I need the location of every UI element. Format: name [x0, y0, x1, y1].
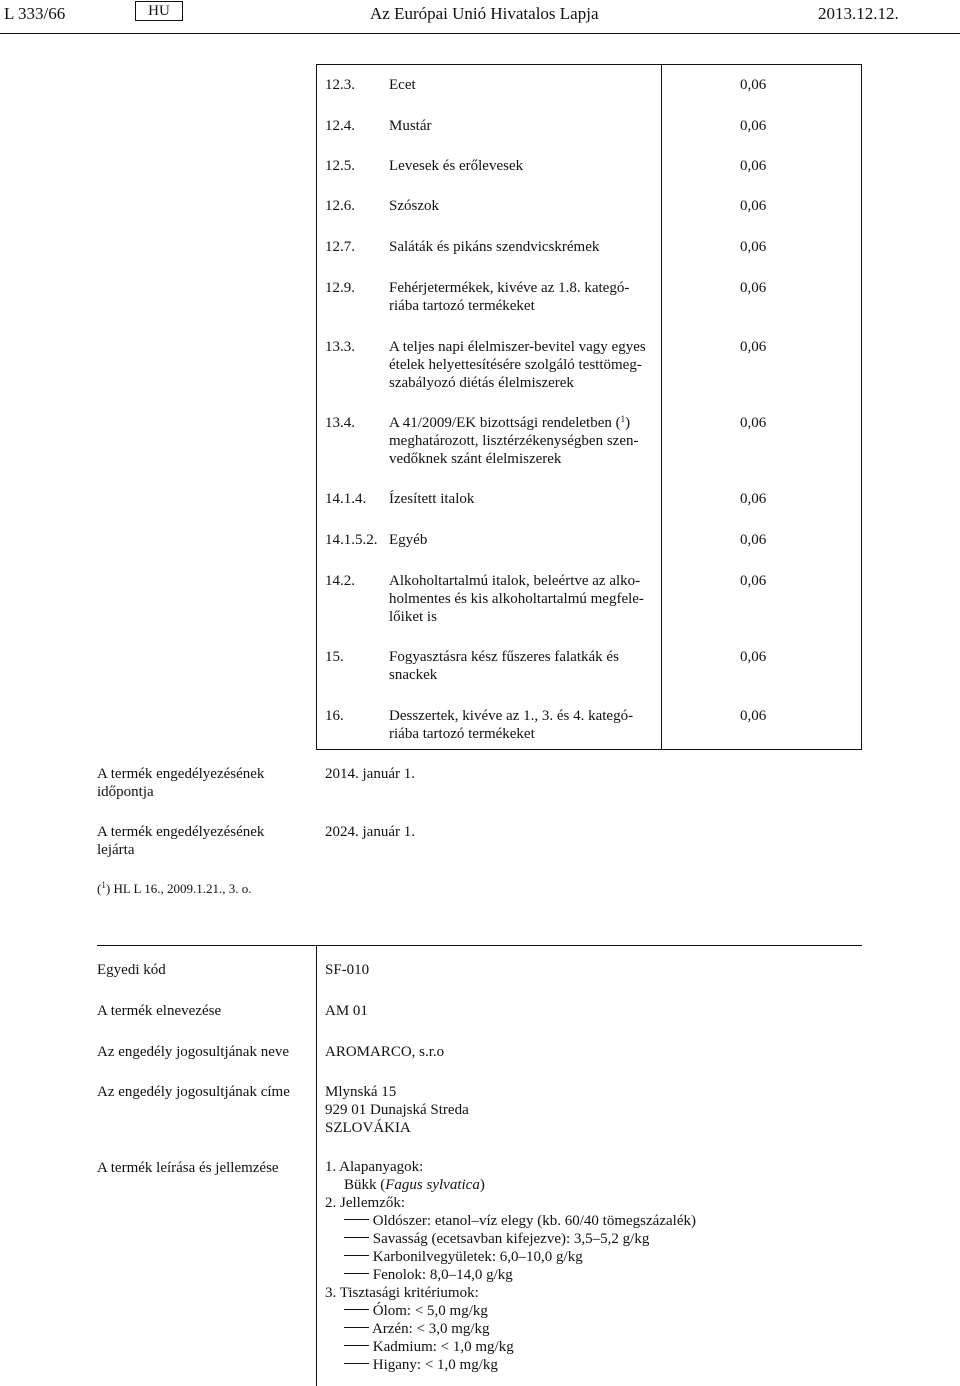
category-value: 0,06	[740, 415, 767, 431]
wood-suffix: )	[479, 1177, 485, 1193]
category-code: 13.4.	[325, 415, 355, 431]
purity-criteria-heading: 3. Tisztasági kritériumok:	[325, 1285, 479, 1301]
category-code: 13.3.	[325, 339, 355, 355]
expiry-date-label-line: lejárta	[97, 842, 135, 858]
category-name-line: Fehérjetermékek, kivéve az 1.8. kategó-	[389, 280, 630, 296]
entry-separator-rule	[97, 945, 862, 946]
category-value: 0,06	[740, 491, 767, 507]
expiry-date-value: 2024. január 1.	[325, 824, 415, 840]
page-header	[0, 0, 960, 34]
table-border-right	[861, 64, 862, 750]
category-code: 14.2.	[325, 573, 355, 589]
category-name-line: lőiket is	[389, 609, 437, 625]
purity-text: Kadmium: < 1,0 mg/kg	[372, 1339, 514, 1355]
product-name-label: A termék elnevezése	[97, 1003, 222, 1019]
characteristic-item	[325, 1248, 845, 1266]
purity-item	[325, 1320, 845, 1338]
category-value: 0,06	[740, 573, 767, 589]
category-name-line: Alkoholtartalmú italok, beleértve az alko-	[389, 573, 641, 589]
category-name-line: holmentes és kis alkoholtartalmú megfele-	[389, 591, 644, 607]
authorisation-date-label-line: időpontja	[97, 784, 154, 800]
characteristic-item	[325, 1212, 845, 1230]
category-name-line: ételek helyettesítésére szolgáló testtömeg-	[389, 357, 642, 373]
purity-item	[325, 1356, 845, 1374]
category-name: Ízesített italok	[389, 491, 475, 507]
characteristic-item	[325, 1266, 845, 1284]
category-code: 16.	[325, 708, 344, 724]
category-code: 14.1.5.2.	[325, 532, 378, 548]
authorisation-date-value: 2014. január 1.	[325, 766, 415, 782]
category-name: Mustár	[389, 118, 432, 134]
footnote-mark: 1	[101, 880, 106, 890]
authorisation-date-label-line: A termék engedélyezésének	[97, 766, 265, 782]
category-name-line: riába tartozó termékeket	[389, 726, 535, 742]
purity-text: Ólom: < 5,0 mg/kg	[372, 1303, 488, 1319]
category-name-line: A teljes napi élelmiszer-bevitel vagy egyes	[389, 339, 646, 355]
dash-bullet	[344, 1309, 369, 1310]
raw-materials-heading: 1. Alapanyagok:	[325, 1159, 424, 1175]
footnote-reference: 1	[620, 414, 626, 424]
category-value: 0,06	[740, 532, 767, 548]
unique-code-value: SF-010	[325, 962, 370, 978]
category-code: 15.	[325, 649, 344, 665]
language-code-box: HU	[135, 1, 183, 21]
characteristic-item	[325, 1230, 845, 1248]
holder-name-label: Az engedély jogosultjának neve	[97, 1044, 290, 1060]
purity-item	[325, 1338, 845, 1356]
category-code: 12.7.	[325, 239, 355, 255]
category-code: 12.6.	[325, 198, 355, 214]
category-value: 0,06	[740, 649, 767, 665]
expiry-date-label-line: A termék engedélyezésének	[97, 824, 265, 840]
raw-material-item	[325, 1176, 845, 1194]
entry-column-divider	[316, 945, 317, 1386]
journal-title: Az Európai Unió Hivatalos Lapja	[370, 4, 599, 23]
footnote: ($^1$) HL L 16., 2009.1.21., 3. o.	[97, 880, 252, 896]
category-name-line: riába tartozó termékeket	[389, 298, 535, 314]
dash-bullet	[344, 1345, 369, 1346]
holder-address-line: SZLOVÁKIA	[325, 1120, 411, 1136]
purity-text: Higany: < 1,0 mg/kg	[372, 1357, 498, 1373]
category-code: 12.9.	[325, 280, 355, 296]
dash-bullet	[344, 1327, 369, 1328]
dash-bullet	[344, 1363, 369, 1364]
dash-bullet	[344, 1219, 369, 1220]
purity-text: Arzén: < 3,0 mg/kg	[371, 1321, 490, 1337]
dash-bullet	[344, 1273, 369, 1274]
category-name-line: Fogyasztásra kész fűszeres falatkák és	[389, 649, 619, 665]
characteristic-text: Oldószer: etanol–víz elegy (kb. 60/40 tömegszázalék)	[372, 1213, 696, 1229]
category-code: 12.3.	[325, 77, 355, 93]
holder-address-line: Mlynská 15	[325, 1084, 397, 1100]
category-code: 12.5.	[325, 158, 355, 174]
category-name-line: Desszertek, kivéve az 1., 3. és 4. kategó-	[389, 708, 634, 724]
product-description-label: A termék leírása és jellemzése	[97, 1160, 279, 1176]
page-reference: L 333/66	[4, 4, 66, 23]
table-column-divider	[661, 64, 662, 750]
category-value: 0,06	[740, 77, 767, 93]
category-value: 0,06	[740, 198, 767, 214]
category-code: 12.4.	[325, 118, 355, 134]
product-description	[325, 1158, 845, 1374]
category-name: Szószok	[389, 198, 439, 214]
characteristics-heading: 2. Jellemzők:	[325, 1195, 405, 1211]
product-name-value: AM 01	[325, 1003, 368, 1019]
table-border-left	[316, 64, 317, 750]
characteristic-text: Karbonilvegyületek: 6,0–10,0 g/kg	[372, 1249, 583, 1265]
category-name: Saláták és pikáns szendvicskrémek	[389, 239, 600, 255]
category-name-line: vedőknek szánt élelmiszerek	[389, 451, 562, 467]
category-value: 0,06	[740, 280, 767, 296]
holder-name-value: AROMARCO, s.r.o	[325, 1044, 445, 1060]
category-value: 0,06	[740, 708, 767, 724]
holder-address-label: Az engedély jogosultjának címe	[97, 1084, 290, 1100]
issue-date: 2013.12.12.	[818, 4, 899, 23]
wood-latin-name: Fagus sylvatica	[385, 1177, 480, 1193]
dash-bullet	[344, 1255, 369, 1256]
unique-code-label: Egyedi kód	[97, 962, 166, 978]
category-name-line: A 41/2009/EK bizottsági rendeletben ($^1$)	[389, 414, 631, 431]
category-name: Levesek és erőlevesek	[389, 158, 524, 174]
footnote-text: HL L 16., 2009.1.21., 3. o.	[113, 881, 252, 896]
table-border-bottom	[316, 749, 862, 750]
category-name: Egyéb	[389, 532, 428, 548]
characteristic-text: Savasság (ecetsavban kifejezve): 3,5–5,2 g/kg	[372, 1231, 650, 1247]
wood-prefix: Bükk (	[344, 1177, 386, 1193]
category-name-line: szabályozó diétás élelmiszerek	[389, 375, 574, 391]
holder-address-line: 929 01 Dunajská Streda	[325, 1102, 469, 1118]
category-value: 0,06	[740, 118, 767, 134]
category-code: 14.1.4.	[325, 491, 367, 507]
purity-item	[325, 1302, 845, 1320]
dash-bullet	[344, 1237, 369, 1238]
table-border-top	[316, 64, 862, 65]
category-value: 0,06	[740, 239, 767, 255]
category-value: 0,06	[740, 339, 767, 355]
category-value: 0,06	[740, 158, 767, 174]
category-name-line: meghatározott, lisztérzékenységben szen-	[389, 433, 639, 449]
category-name-line: snackek	[389, 667, 438, 683]
header-rule	[0, 33, 960, 34]
characteristic-text: Fenolok: 8,0–14,0 g/kg	[372, 1267, 513, 1283]
category-name: Ecet	[389, 77, 416, 93]
